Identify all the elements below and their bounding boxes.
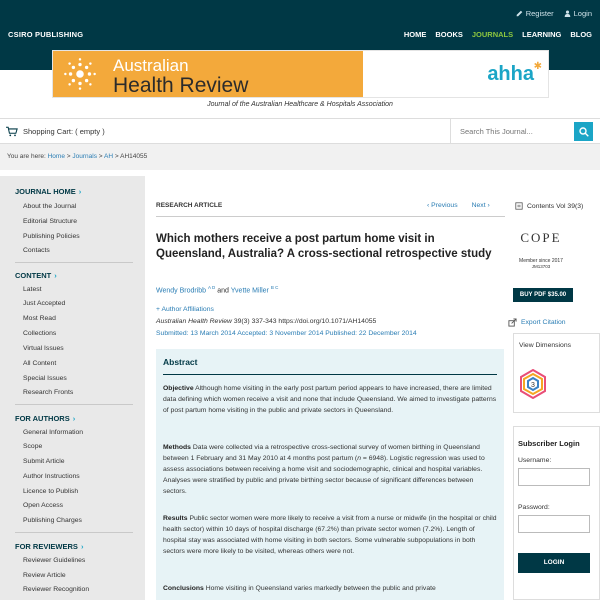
- sidebar-heading-content[interactable]: CONTENT ›: [15, 271, 57, 280]
- chevron-right-icon: ›: [80, 542, 84, 551]
- main-nav: [404, 30, 592, 39]
- sidebar-item-contacts[interactable]: Contacts: [23, 247, 50, 254]
- article-citation: Australian Health Review 39(3) 337-343 https://doi.org/10.1071/AH14055: [156, 318, 377, 325]
- sidebar-item-policies[interactable]: Publishing Policies: [23, 233, 80, 240]
- chevron-right-icon: ›: [54, 271, 57, 280]
- sidebar-heading-authors[interactable]: FOR AUTHORS ›: [15, 414, 76, 423]
- search-icon: [579, 127, 589, 137]
- search-box: [450, 119, 574, 143]
- article-main: [145, 176, 505, 600]
- right-column: [505, 176, 600, 600]
- abstract-box: [156, 349, 504, 600]
- sidebar-item-all-content[interactable]: All Content: [23, 360, 57, 367]
- article-type: RESEARCH ARTICLE: [156, 202, 223, 209]
- abstract-methods: Methods Data were collected via a retrospective cross-sectional survey of women birthing in Queensland between 1 February and 31 May 2010 at 4 months post partum (n = 6948). Logistic regression was used to assess associations between receiving a home visit and sociodemographic, clinical and hospital variables. Analyses were stratified by public and private birthing sector because of significant differences between sectors.: [163, 444, 485, 495]
- brand-logo[interactable]: CSIRO PUBLISHING: [8, 30, 84, 39]
- breadcrumb-bar: [0, 144, 600, 170]
- login-title: Subscriber Login: [518, 439, 580, 448]
- username-label: Username:: [518, 457, 552, 464]
- divider: [163, 374, 497, 375]
- abstract-heading: Abstract: [163, 357, 198, 367]
- cart-search-bar: [0, 118, 600, 144]
- sidebar-item-reviewer-guidelines[interactable]: Reviewer Guidelines: [23, 557, 86, 564]
- cope-logo: COPE: [520, 230, 562, 245]
- chevron-right-icon: ›: [72, 414, 76, 423]
- article-dates: Submitted: 13 March 2014 Accepted: 3 November 2014 Published: 22 December 2014: [156, 330, 417, 337]
- view-dimensions-label[interactable]: View Dimensions: [519, 342, 572, 349]
- article-title: Which mothers receive a post partum home visit in Queensland, Australia? A cross-sectional retrospective study: [156, 233, 492, 260]
- sidebar-item-about[interactable]: About the Journal: [23, 203, 77, 210]
- sidebar-item-virtual-issues[interactable]: Virtual Issues: [23, 345, 64, 352]
- sidebar-item-most-read[interactable]: Most Read: [23, 315, 56, 322]
- sidebar-item-submit[interactable]: Submit Article: [23, 458, 65, 465]
- nav-journals[interactable]: JOURNALS: [471, 30, 514, 39]
- journal-subtitle: Journal of the Australian Healthcare & Hospitals Association: [207, 101, 393, 108]
- search-button[interactable]: [574, 122, 593, 141]
- previous-link[interactable]: ‹ Previous: [427, 202, 458, 209]
- shopping-cart[interactable]: [6, 126, 105, 137]
- breadcrumb-ah[interactable]: AH: [104, 153, 114, 160]
- buy-pdf-button[interactable]: BUY PDF $35.00: [513, 288, 573, 302]
- author-list: Wendy Brodribb $^{A D}$ and Yvette Miller $^{B C}$: [156, 285, 279, 295]
- star-icon: ✱: [533, 61, 542, 72]
- sidebar-heading-reviewers[interactable]: FOR REVIEWERS ›: [15, 542, 84, 551]
- breadcrumb-current: AH14055: [120, 153, 148, 160]
- svg-text:3: 3: [531, 382, 535, 389]
- sidebar-item-collections[interactable]: Collections: [23, 330, 57, 337]
- breadcrumb-journals[interactable]: Journals: [72, 153, 97, 160]
- export-icon: [508, 318, 517, 327]
- sidebar-item-charges[interactable]: Publishing Charges: [23, 517, 82, 524]
- pencil-icon: [516, 10, 523, 17]
- sidebar-item-licence[interactable]: Licence to Publish: [23, 488, 79, 495]
- article-pager: [427, 202, 490, 209]
- login-button[interactable]: LOGIN: [518, 553, 590, 573]
- cart-label: Shopping Cart: ( empty ): [23, 127, 105, 136]
- nav-books[interactable]: BOOKS: [435, 30, 463, 39]
- password-field[interactable]: [518, 515, 590, 533]
- author-affiliations-toggle[interactable]: + Author Affiliations: [156, 306, 214, 313]
- nav-home[interactable]: HOME: [403, 30, 427, 39]
- sidebar-item-editorial[interactable]: Editorial Structure: [23, 218, 78, 225]
- banner-title-line2: Health Review: [113, 74, 249, 97]
- sidebar-item-review-article[interactable]: Review Article: [23, 572, 66, 579]
- author-link[interactable]: Wendy Brodribb: [156, 287, 207, 295]
- breadcrumb-home[interactable]: Home: [47, 153, 65, 160]
- sidebar-item-research-fronts[interactable]: Research Fronts: [23, 389, 74, 396]
- banner-orange-panel: [53, 51, 363, 97]
- sidebar-item-general-info[interactable]: General Information: [23, 429, 84, 436]
- nav-blog[interactable]: BLOG: [570, 30, 592, 39]
- sidebar-item-scope[interactable]: Scope: [23, 443, 43, 450]
- username-field[interactable]: [518, 468, 590, 486]
- abstract-objective: Objective Although home visiting in the early post partum period appears to have increased, there are limited data defining which women receive a visit and none that include Queensland. We aimed to investigate patterns of post partum home visiting in the public and private sectors in Queensland.: [163, 385, 497, 414]
- cart-icon: [6, 126, 18, 137]
- sidebar-item-author-instructions[interactable]: Author Instructions: [23, 473, 80, 480]
- nav-learning[interactable]: LEARNING: [522, 30, 562, 39]
- export-citation-link[interactable]: Export Citation: [508, 318, 566, 327]
- login-panel: [513, 426, 600, 600]
- book-icon: [515, 202, 523, 210]
- search-input[interactable]: [451, 119, 575, 143]
- left-sidebar: [0, 176, 145, 600]
- contents-link[interactable]: Contents Vol 39(3): [515, 202, 583, 210]
- password-label: Password:: [518, 504, 550, 511]
- login-link[interactable]: Login: [564, 9, 592, 18]
- divider: [156, 216, 506, 217]
- sidebar-divider: [15, 532, 133, 533]
- chevron-right-icon: ›: [78, 187, 82, 196]
- user-icon: [564, 10, 571, 17]
- dimensions-badge-icon[interactable]: [518, 369, 548, 399]
- sidebar-divider: [15, 404, 133, 405]
- sidebar-item-latest[interactable]: Latest: [23, 286, 42, 293]
- banner-title-line1: Australian: [113, 56, 189, 75]
- ahha-logo: ahha: [487, 63, 534, 85]
- sidebar-divider: [15, 262, 133, 263]
- sidebar-item-open-access[interactable]: Open Access: [23, 502, 64, 509]
- register-link[interactable]: Register: [516, 9, 554, 18]
- utility-links: [516, 9, 592, 18]
- sun-logo-icon: [61, 57, 99, 91]
- journal-banner[interactable]: [52, 50, 549, 98]
- breadcrumb: You are here: Home > Journals > AH > AH14055: [7, 153, 148, 160]
- sidebar-item-just-accepted[interactable]: Just Accepted: [23, 300, 66, 307]
- author-link[interactable]: Yvette Miller: [230, 287, 269, 295]
- abstract-results: Results Public sector women were more likely to receive a visit from a nurse or midwife (in the hospital or child health sector) within 10 days of hospital discharge (67.2%) than private sector women (7.2%). Length of hospital stay was associated with home visiting in both sectors. Some vulnerable subpopulations in both sectors were more likely to be visited, whereas others were not.: [163, 515, 497, 555]
- sidebar-item-special-issues[interactable]: Special Issues: [23, 375, 67, 382]
- sidebar-heading-journal-home[interactable]: JOURNAL HOME ›: [15, 187, 82, 196]
- abstract-conclusions: Conclusions Home visiting in Queensland varies markedly between the public and private: [163, 585, 436, 592]
- next-link[interactable]: Next ›: [471, 202, 490, 209]
- cope-badge[interactable]: COPE Member since 2017 JM13703: [511, 230, 571, 278]
- sidebar-item-reviewer-recognition[interactable]: Reviewer Recognition: [23, 586, 90, 593]
